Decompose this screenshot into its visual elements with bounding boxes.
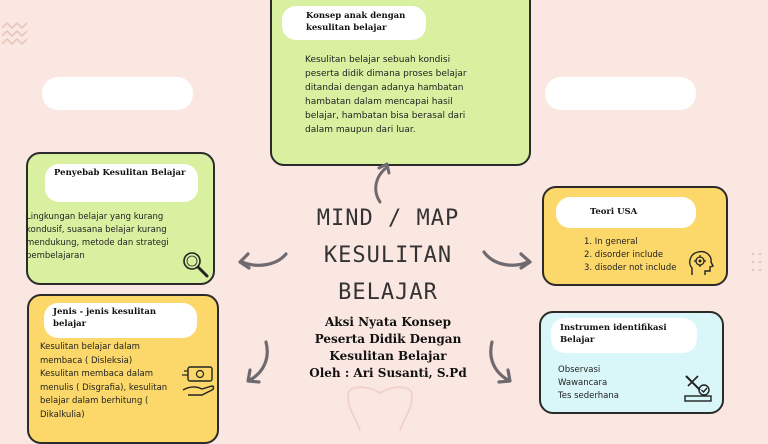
instrumen-item: Wawancara	[558, 378, 608, 388]
arrow-up	[366, 160, 402, 204]
center-title-line3: BELAJAR	[338, 280, 438, 305]
arrow-left	[234, 244, 290, 274]
money-hand-icon	[180, 364, 216, 398]
center-title-line2: KESULITAN	[323, 243, 453, 268]
center-subtitle-line1: Aksi Nyata Konsep	[324, 315, 451, 329]
arrow-down-left	[238, 338, 274, 386]
instrumen-item: Tes sederhana	[558, 391, 619, 401]
instrumen-title	[560, 322, 667, 346]
penyebab-title: Penyebab Kesulitan Belajar	[54, 168, 186, 178]
teori-list	[584, 236, 676, 275]
center-subtitle-line4: Oleh : Ari Susanti, S.Pd	[309, 366, 467, 380]
center-subtitle-line2: Peserta Didik Dengan	[314, 332, 462, 346]
teori-title: Teori USA	[590, 207, 638, 217]
jenis-title-line2: belajar	[53, 319, 87, 329]
teori-item: 3. disoder not include	[584, 263, 677, 273]
center-subtitle	[290, 314, 486, 382]
tooth-watermark	[338, 385, 422, 431]
jenis-title-line1: Jenis - jenis kesulitan	[53, 307, 157, 317]
teori-item: 1. In general	[584, 237, 638, 247]
instrumen-item: Observasi	[558, 365, 601, 375]
konsep-body: Kesulitan belajar sebuah kondisi peserta didik dimana proses belajar ditandai dengan adanya hambatan hambatan dalam mencapai hasil belajar, hambatan bisa berasal dari dalam maupun dari luar.	[305, 55, 467, 135]
konsep-title	[306, 10, 405, 34]
dots-decoration	[748, 250, 768, 290]
squiggle-decoration	[0, 22, 34, 48]
decorative-pill-right	[545, 77, 696, 110]
instrumen-title-line1: Instrumen identifikasi	[560, 323, 667, 333]
penyebab-body: Lingkungan belajar yang kurang kondusif, suasana belajar kurang mendukung, metode dan strategi pembelajaran	[26, 212, 169, 261]
instrumen-title-line2: Belajar	[560, 335, 595, 345]
decorative-pill-left	[42, 77, 193, 110]
magnifier-icon	[180, 249, 210, 279]
instrumen-list	[558, 364, 619, 403]
jenis-title	[53, 306, 156, 330]
konsep-title-line2: kesulitan belajar	[306, 23, 387, 33]
teori-item: 2. disorder include	[584, 250, 664, 260]
tools-icon	[682, 372, 714, 404]
konsep-title-line1: Konsep anak dengan	[306, 11, 406, 21]
center-title-line1: MIND / MAP	[316, 206, 460, 231]
brain-gear-icon	[686, 248, 716, 278]
center-subtitle-line3: Kesulitan Belajar	[329, 349, 447, 363]
jenis-body: Kesulitan belajar dalam membaca ( Disleksia) Kesulitan membaca dalam menulis ( Disgrafia), kesulitan belajar dalam berhitung ( Dikalkulia)	[40, 342, 168, 420]
arrow-down-right	[484, 338, 520, 386]
arrow-right	[480, 244, 536, 274]
